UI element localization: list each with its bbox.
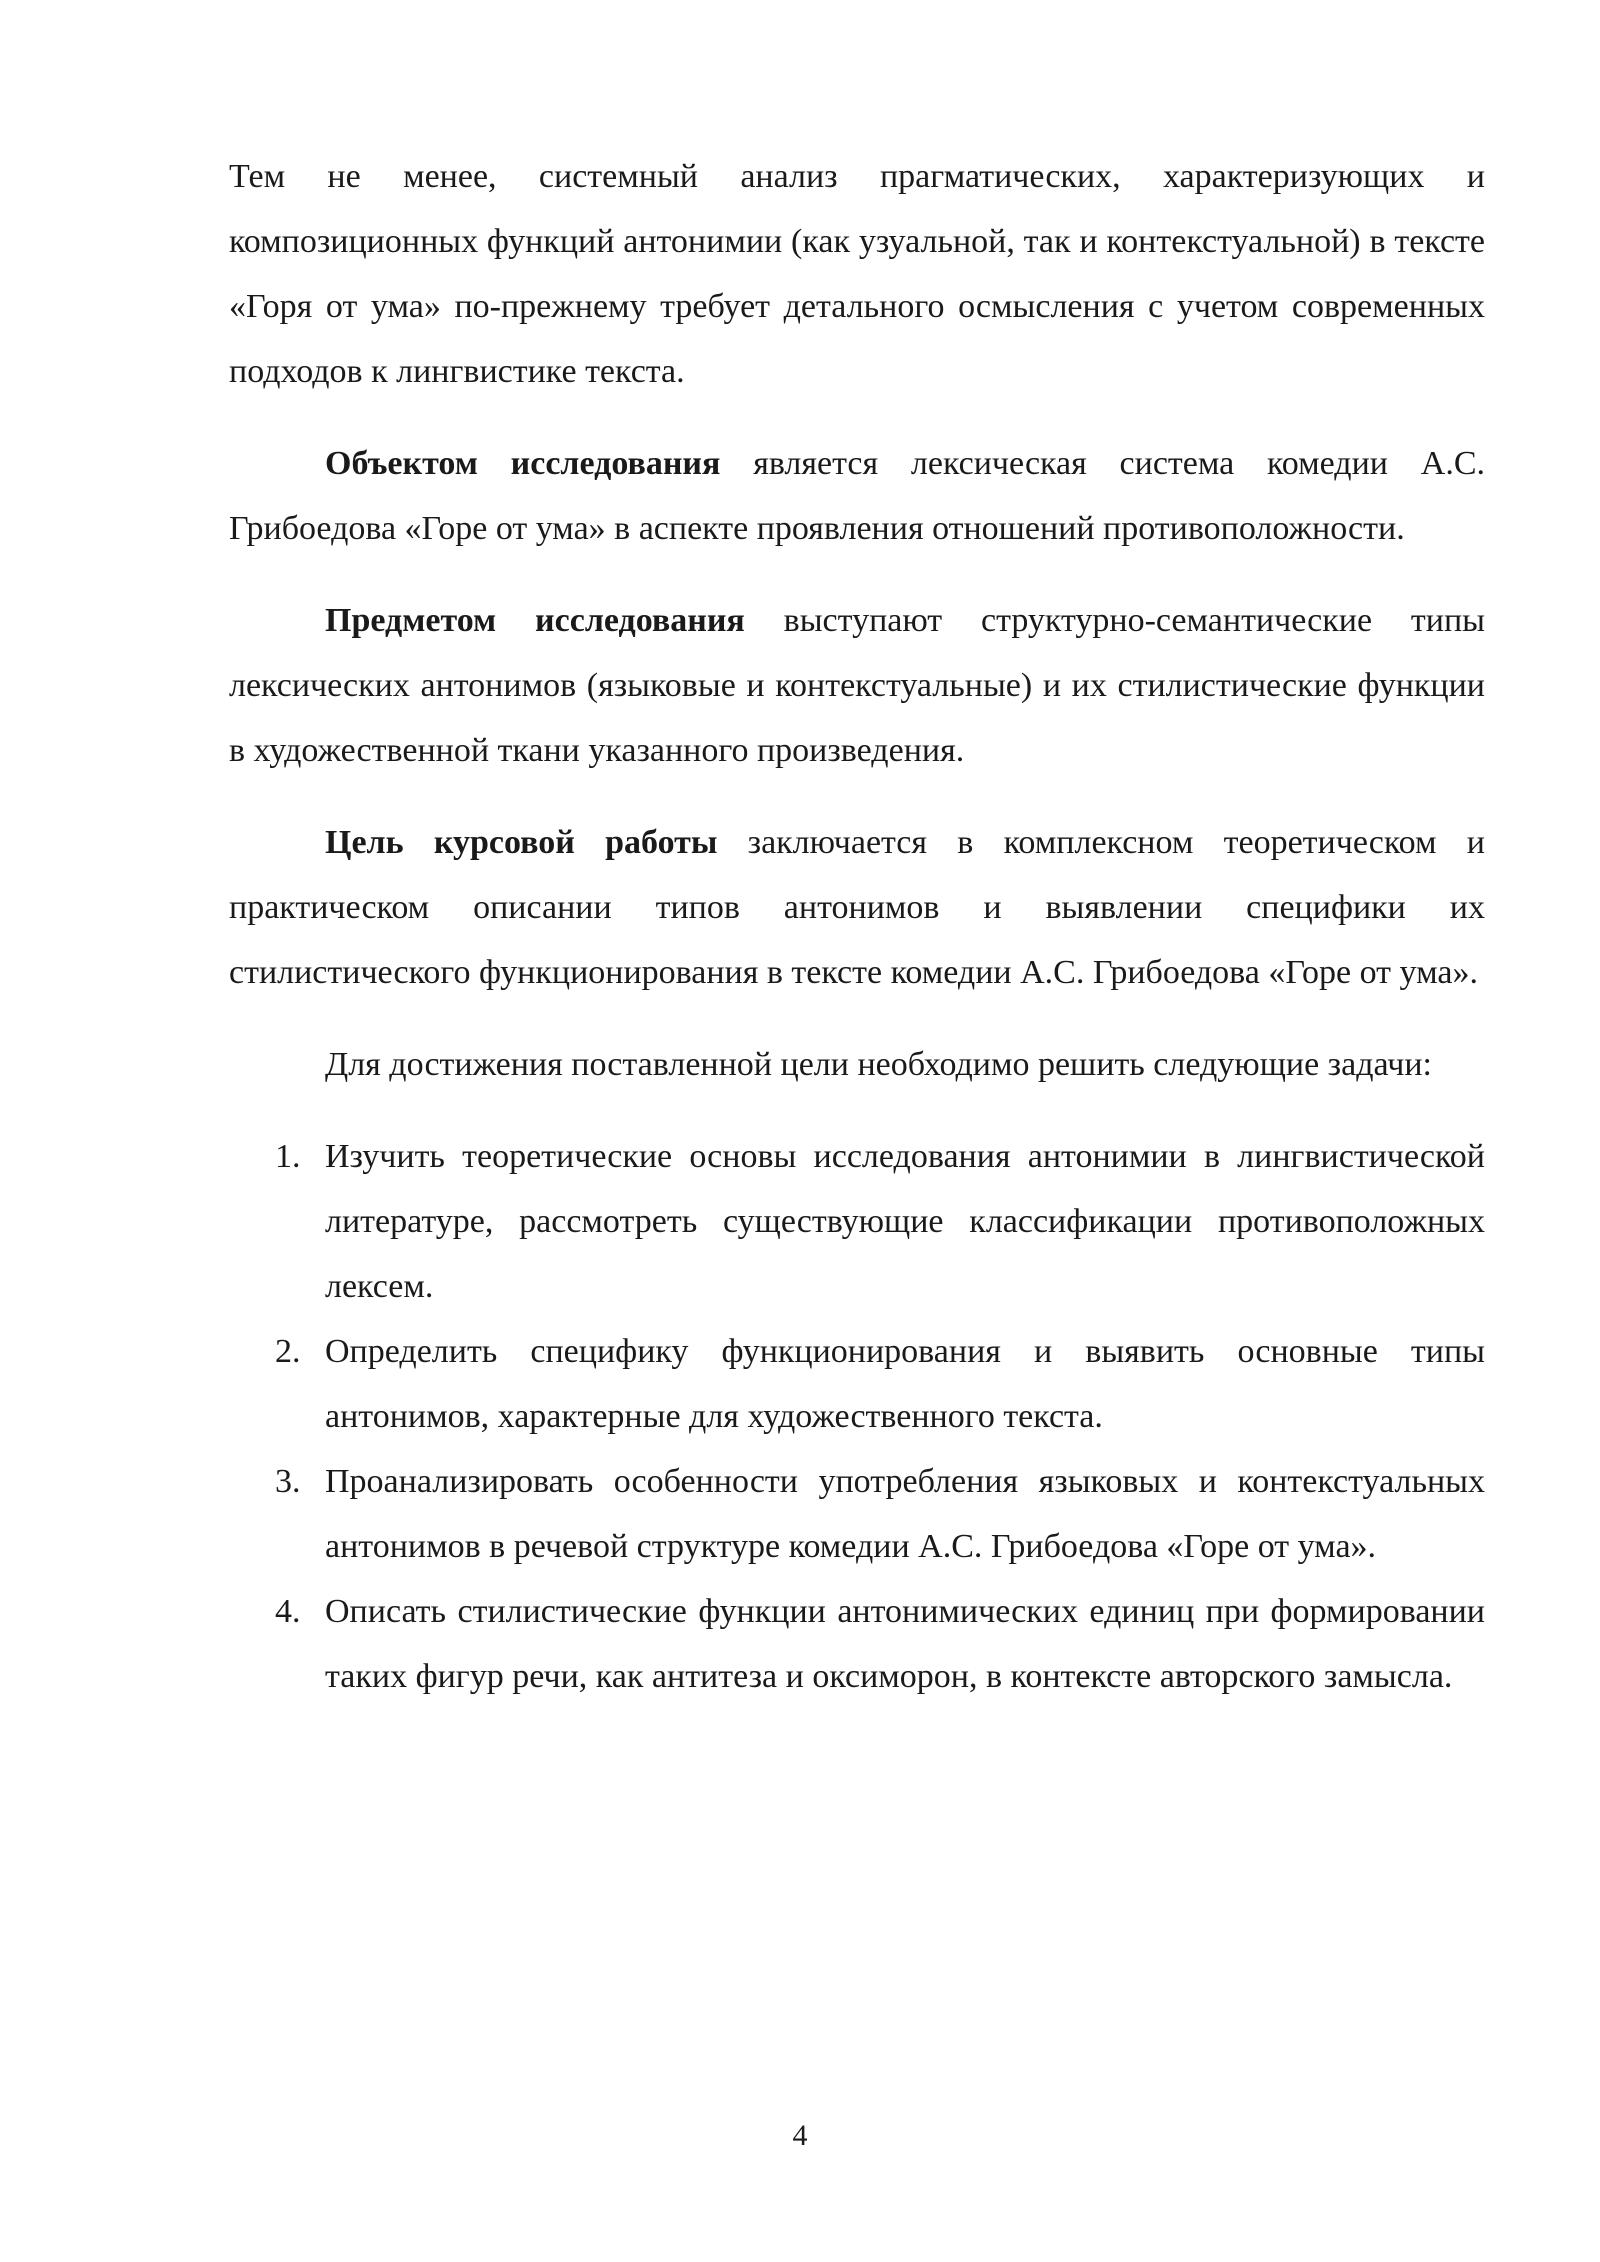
- subject-text: выступают структурно-семантические типы лексических антонимов (языковые и контекстуальные) и их стилистические функции в художественной ткани указанного произведения.: [229, 602, 1485, 769]
- list-item: [229, 1124, 1485, 1319]
- list-item-number: 2.: [275, 1333, 301, 1370]
- list-item-text: Определить специфику функционирования и выявить основные типы антонимов, характерные для художественного текста.: [325, 1333, 1485, 1435]
- subject-paragraph: [229, 588, 1485, 783]
- subject-label: Предметом исследования: [325, 602, 745, 639]
- goal-paragraph: [229, 810, 1485, 1005]
- list-item: [229, 1319, 1485, 1449]
- tasks-list: [229, 1124, 1485, 1709]
- list-item-number: 1.: [275, 1138, 301, 1175]
- list-item-text: Проанализировать особенности употребления языковых и контекстуальных антонимов в речевой структуре комедии А.С. Грибоедова «Горе от ума».: [325, 1463, 1485, 1565]
- list-item-number: 4.: [275, 1593, 301, 1630]
- list-item-number: 3.: [275, 1463, 301, 1500]
- object-paragraph: [229, 431, 1485, 561]
- goal-label: Цель курсовой работы: [325, 824, 718, 861]
- list-item-text: Описать стилистические функции антонимических единиц при формировании таких фигур речи, как антитеза и оксиморон, в контексте авторского замысла.: [325, 1593, 1485, 1695]
- tasks-intro-paragraph: Для достижения поставленной цели необходимо решить следующие задачи:: [325, 1046, 1432, 1083]
- list-item: [229, 1579, 1485, 1709]
- list-item: [229, 1449, 1485, 1579]
- object-label: Объектом исследования: [325, 445, 721, 482]
- object-text: является лексическая система комедии А.С. Грибоедова «Горе от ума» в аспекте проявления отношений противоположности.: [229, 445, 1485, 547]
- page-number: 4: [792, 2119, 808, 2152]
- goal-text: заключается в комплексном теоретическом и практическом описании типов антонимов и выявлении специфики их стилистического функционирования в тексте комедии А.С. Грибоедова «Горе от ума».: [229, 824, 1485, 991]
- intro-paragraph: Тем не менее, системный анализ прагматических, характеризующих и композиционных функций антонимии (как узуальной, так и контекстуальной) в тексте «Горя от ума» по-прежнему требует детального осмысления с учетом современных подходов к лингвистике текста.: [229, 158, 1485, 390]
- page-content: [229, 144, 1485, 1709]
- list-item-text: Изучить теоретические основы исследования антонимии в лингвистической литературе, рассмотреть существующие классификации противоположных лексем.: [325, 1138, 1485, 1305]
